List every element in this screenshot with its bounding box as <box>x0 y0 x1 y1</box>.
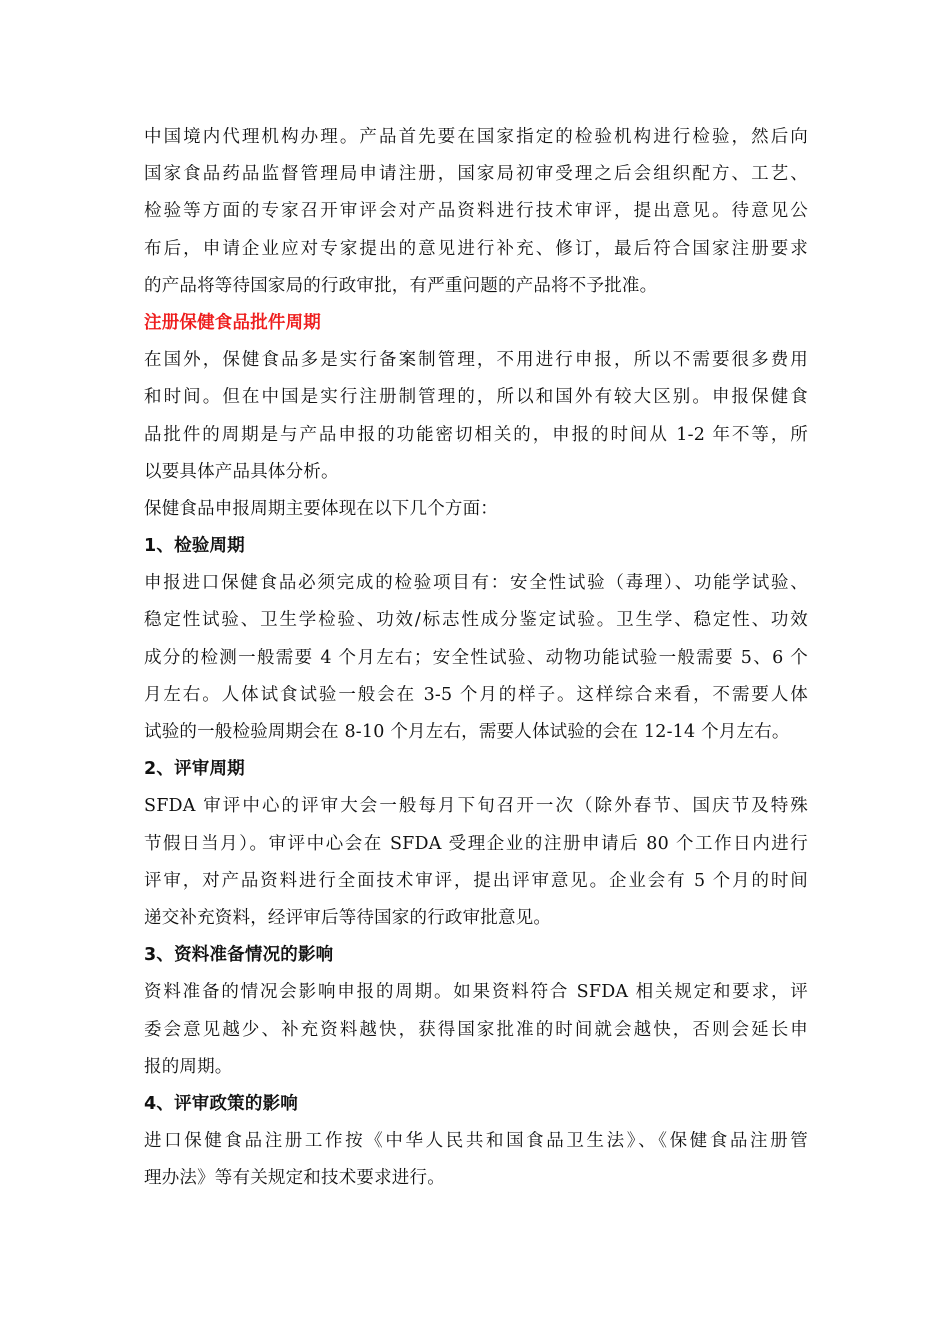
paragraph-line: 资料准备的情况会影响申报的周期。如果资料符合 SFDA 相关规定和要求，评 <box>144 982 808 1003</box>
item-paragraph-document-preparation <box>144 974 808 1086</box>
paragraph-line: 检验等方面的专家召开审评会对产品资料进行技术审评，提出意见。待意见公 <box>144 201 808 222</box>
paragraph-line: 布后，申请企业应对专家提出的意见进行补充、修订，最后符合国家注册要求 <box>144 238 808 259</box>
paragraph-line: 评审，对产品资料进行全面技术审评，提出评审意见。企业会有 5 个月的时间 <box>144 870 808 891</box>
paragraph-line: 委会意见越少、补充资料越快，获得国家批准的时间就会越快，否则会延长申 <box>144 1019 808 1040</box>
item-heading-review-policy: 4、评审政策的影响 <box>144 1093 298 1114</box>
item-paragraph-review-policy <box>144 1123 808 1197</box>
item-paragraph-inspection-period <box>144 565 808 751</box>
paragraph-line: SFDA 审评中心的评审大会一般每月下旬召开一次（除外春节、国庆节及特殊 <box>144 796 808 817</box>
intro-paragraph <box>144 119 808 305</box>
section-paragraph <box>144 342 808 491</box>
paragraph-line: 进口保健食品注册工作按《中华人民共和国食品卫生法》、《保健食品注册管 <box>144 1131 808 1152</box>
paragraph-line: 理办法》等有关规定和技术要求进行。 <box>144 1168 445 1189</box>
summary-line: 保健食品申报周期主要体现在以下几个方面： <box>144 498 498 519</box>
paragraph-line: 中国境内代理机构办理。产品首先要在国家指定的检验机构进行检验，然后向 <box>144 127 808 147</box>
paragraph-line: 节假日当月）。审评中心会在 SFDA 受理企业的注册申请后 80 个工作日内进行 <box>144 833 808 854</box>
item-heading-inspection-period: 1、检验周期 <box>144 536 245 557</box>
paragraph-line: 和时间。但在中国是实行注册制管理的，所以和国外有较大区别。申报保健食 <box>144 387 808 408</box>
paragraph-line: 国家食品药品监督管理局申请注册，国家局初审受理之后会组织配方、工艺、 <box>144 164 808 185</box>
document-page <box>144 119 808 1197</box>
paragraph-line: 试验的一般检验周期会在 8-10 个月左右，需要人体试验的会在 12-14 个月左右。 <box>144 722 790 742</box>
paragraph-line: 稳定性试验、卫生学检验、功效/标志性成分鉴定试验。卫生学、稳定性、功效 <box>144 610 808 631</box>
item-heading-document-preparation: 3、资料准备情况的影响 <box>144 945 334 966</box>
paragraph-line: 递交补充资料，经评审后等待国家的行政审批意见。 <box>144 907 552 928</box>
paragraph-line: 品批件的周期是与产品申报的功能密切相关的，申报的时间从 1-2 年不等，所 <box>144 424 808 445</box>
paragraph-line: 以要具体产品具体分析。 <box>144 461 339 482</box>
item-paragraph-review-period <box>144 788 808 937</box>
paragraph-line: 成分的检测一般需要 4 个月左右；安全性试验、动物功能试验一般需要 5、6 个 <box>144 647 808 668</box>
paragraph-line: 的产品将等待国家局的行政审批，有严重问题的产品将不予批准。 <box>144 275 658 296</box>
paragraph-line: 申报进口保健食品必须完成的检验项目有：安全性试验（毒理）、功能学试验、 <box>144 573 808 594</box>
paragraph-line: 在国外，保健食品多是实行备案制管理，不用进行申报，所以不需要很多费用 <box>144 350 808 371</box>
paragraph-line: 报的周期。 <box>144 1056 233 1077</box>
paragraph-line: 月左右。人体试食试验一般会在 3-5 个月的样子。这样综合来看，不需要人体 <box>144 684 808 705</box>
item-heading-review-period: 2、评审周期 <box>144 759 245 780</box>
section-heading: 注册保健食品批件周期 <box>144 312 321 333</box>
